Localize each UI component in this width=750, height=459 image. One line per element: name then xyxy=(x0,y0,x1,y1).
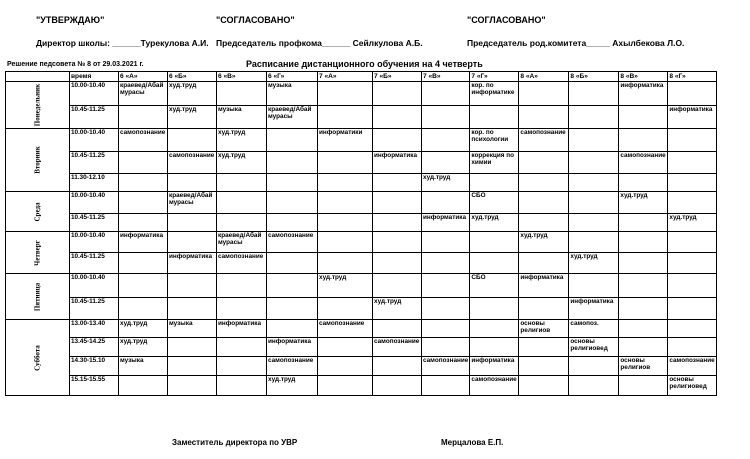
lesson-cell xyxy=(668,274,717,298)
lesson-cell: худ.труд xyxy=(668,214,717,232)
schedule-body xyxy=(6,82,717,396)
lesson-cell: коррекция по химии xyxy=(470,152,519,174)
time-cell: 13.00-13.40 xyxy=(70,320,119,338)
time-cell: 10.00-10.40 xyxy=(70,274,119,298)
lesson-cell: самопознание xyxy=(668,357,717,376)
lesson-cell: краевед/Абай мурасы xyxy=(217,232,267,253)
lesson-cell xyxy=(318,253,373,274)
day-cell xyxy=(6,274,70,320)
column-header: время xyxy=(70,72,119,82)
lesson-cell xyxy=(422,192,470,214)
lesson-cell xyxy=(373,214,422,232)
table-row xyxy=(6,376,717,396)
lesson-cell xyxy=(168,174,217,192)
lesson-cell xyxy=(619,253,668,274)
column-header: 6 «В» xyxy=(217,72,267,82)
day-cell xyxy=(6,192,70,232)
lesson-cell xyxy=(470,253,519,274)
lesson-cell xyxy=(168,376,217,396)
lesson-cell: информатика xyxy=(119,232,168,253)
director-line: Директор школы: ______Турекулова А.И. xyxy=(36,38,209,48)
lesson-cell xyxy=(267,298,318,320)
lesson-cell: худ.труд xyxy=(267,376,318,396)
lesson-cell xyxy=(267,320,318,338)
lesson-cell xyxy=(217,174,267,192)
lesson-cell: кор. по психологии xyxy=(470,129,519,152)
lesson-cell xyxy=(569,174,619,192)
lesson-cell: самопознание xyxy=(470,376,519,396)
time-cell: 10.45-11.25 xyxy=(70,298,119,320)
lesson-cell: самопознание xyxy=(519,129,569,152)
lesson-cell xyxy=(422,129,470,152)
agreed-title-1: "СОГЛАСОВАНО" xyxy=(216,15,295,25)
lesson-cell: информатика xyxy=(470,357,519,376)
lesson-cell xyxy=(519,106,569,129)
lesson-cell xyxy=(569,274,619,298)
lesson-cell xyxy=(668,152,717,174)
lesson-cell xyxy=(217,338,267,357)
lesson-cell: информатики xyxy=(318,129,373,152)
lesson-cell xyxy=(217,82,267,106)
lesson-cell xyxy=(318,376,373,396)
lesson-cell xyxy=(119,192,168,214)
lesson-cell: музыка xyxy=(168,320,217,338)
lesson-cell: худ.труд xyxy=(569,253,619,274)
lesson-cell xyxy=(267,152,318,174)
table-row xyxy=(6,106,717,129)
decision-line: Решение педсовета № 8 от 29.03.2021 г. xyxy=(7,61,144,68)
lesson-cell xyxy=(668,253,717,274)
table-row xyxy=(6,214,717,232)
time-cell: 10.00-10.40 xyxy=(70,192,119,214)
lesson-cell xyxy=(267,274,318,298)
lesson-cell: худ.труд xyxy=(470,214,519,232)
lesson-cell xyxy=(168,232,217,253)
lesson-cell xyxy=(318,232,373,253)
column-header: 8 «В» xyxy=(619,72,668,82)
lesson-cell xyxy=(373,274,422,298)
table-row xyxy=(6,129,717,152)
column-header: 6 «Г» xyxy=(267,72,318,82)
lesson-cell: худ.труд xyxy=(318,274,373,298)
time-cell: 15.15-15.55 xyxy=(70,376,119,396)
lesson-cell xyxy=(470,298,519,320)
lesson-cell: самопознание xyxy=(168,152,217,174)
lesson-cell xyxy=(519,152,569,174)
day-label: Суббота xyxy=(32,344,41,371)
corner-cell xyxy=(6,72,70,82)
lesson-cell xyxy=(668,298,717,320)
lesson-cell: самопознание xyxy=(267,232,318,253)
lesson-cell: основы религиов xyxy=(619,357,668,376)
lesson-cell: музыка xyxy=(217,106,267,129)
day-cell xyxy=(6,82,70,129)
time-cell: 10.00-10.40 xyxy=(70,232,119,253)
lesson-cell xyxy=(168,357,217,376)
lesson-cell: информатика xyxy=(619,82,668,106)
lesson-cell xyxy=(373,320,422,338)
lesson-cell xyxy=(119,214,168,232)
lesson-cell xyxy=(373,376,422,396)
schedule-title: Расписание дистанционного обучения на 4 четверть xyxy=(246,59,483,69)
lesson-cell xyxy=(668,174,717,192)
lesson-cell xyxy=(119,298,168,320)
lesson-cell xyxy=(119,174,168,192)
lesson-cell xyxy=(519,376,569,396)
lesson-cell xyxy=(569,106,619,129)
column-header: 7 «В» xyxy=(422,72,470,82)
lesson-cell xyxy=(217,298,267,320)
lesson-cell xyxy=(422,274,470,298)
time-cell: 10.45-11.25 xyxy=(70,152,119,174)
lesson-cell xyxy=(422,232,470,253)
time-cell: 10.00-10.40 xyxy=(70,129,119,152)
header-row xyxy=(6,72,717,82)
lesson-cell xyxy=(519,298,569,320)
lesson-cell xyxy=(519,82,569,106)
lesson-cell xyxy=(422,376,470,396)
lesson-cell xyxy=(373,357,422,376)
day-label: Понедельник xyxy=(32,83,41,127)
parent-committee-line: Председатель род.комитета_____ Ахылбекова Л.О. xyxy=(467,38,685,48)
lesson-cell: основы религиовед xyxy=(569,338,619,357)
column-header: 8 «Б» xyxy=(569,72,619,82)
lesson-cell xyxy=(668,232,717,253)
lesson-cell xyxy=(119,376,168,396)
lesson-cell: информатика xyxy=(168,253,217,274)
lesson-cell xyxy=(267,253,318,274)
lesson-cell xyxy=(119,106,168,129)
lesson-cell xyxy=(373,129,422,152)
lesson-cell xyxy=(619,129,668,152)
footer-name: Мерцалова Е.П. xyxy=(441,438,504,447)
day-cell xyxy=(6,320,70,396)
lesson-cell: худ.труд xyxy=(519,232,569,253)
table-row xyxy=(6,174,717,192)
lesson-cell: информатика xyxy=(668,106,717,129)
lesson-cell xyxy=(217,214,267,232)
lesson-cell xyxy=(168,338,217,357)
table-row xyxy=(6,320,717,338)
lesson-cell xyxy=(519,174,569,192)
lesson-cell xyxy=(168,274,217,298)
lesson-cell xyxy=(519,338,569,357)
column-header: 7 «Г» xyxy=(470,72,519,82)
lesson-cell xyxy=(373,174,422,192)
lesson-cell: информатика xyxy=(422,214,470,232)
lesson-cell xyxy=(619,274,668,298)
lesson-cell: худ.труд xyxy=(217,129,267,152)
lesson-cell: худ.труд xyxy=(119,320,168,338)
lesson-cell xyxy=(318,106,373,129)
lesson-cell xyxy=(519,253,569,274)
lesson-cell xyxy=(318,82,373,106)
lesson-cell xyxy=(119,274,168,298)
lesson-cell xyxy=(267,214,318,232)
lesson-cell xyxy=(373,82,422,106)
lesson-cell xyxy=(569,232,619,253)
lesson-cell xyxy=(569,82,619,106)
table-row xyxy=(6,298,717,320)
lesson-cell xyxy=(519,357,569,376)
lesson-cell: информатика xyxy=(267,338,318,357)
table-row xyxy=(6,253,717,274)
lesson-cell xyxy=(217,192,267,214)
table-row xyxy=(6,338,717,357)
lesson-cell xyxy=(267,174,318,192)
column-header: 6 «Б» xyxy=(168,72,217,82)
lesson-cell xyxy=(470,232,519,253)
lesson-cell xyxy=(318,298,373,320)
lesson-cell: худ.труд xyxy=(422,174,470,192)
lesson-cell xyxy=(422,253,470,274)
lesson-cell xyxy=(619,320,668,338)
lesson-cell: основы религиовед xyxy=(668,376,717,396)
lesson-cell: худ.труд xyxy=(168,82,217,106)
lesson-cell xyxy=(569,376,619,396)
lesson-cell xyxy=(422,82,470,106)
lesson-cell: музыка xyxy=(119,357,168,376)
lesson-cell xyxy=(217,274,267,298)
table-row xyxy=(6,82,717,106)
lesson-cell: самопознание xyxy=(267,357,318,376)
time-cell: 14.30-15.10 xyxy=(70,357,119,376)
lesson-cell xyxy=(619,214,668,232)
lesson-cell xyxy=(519,214,569,232)
lesson-cell xyxy=(569,192,619,214)
lesson-cell: информатика xyxy=(519,274,569,298)
lesson-cell xyxy=(619,298,668,320)
column-header: 7 «А» xyxy=(318,72,373,82)
time-cell: 11.30-12.10 xyxy=(70,174,119,192)
time-cell: 10.45-11.25 xyxy=(70,214,119,232)
lesson-cell xyxy=(619,376,668,396)
lesson-cell xyxy=(422,320,470,338)
lesson-cell xyxy=(217,357,267,376)
lesson-cell xyxy=(318,192,373,214)
time-cell: 10.00-10.40 xyxy=(70,82,119,106)
lesson-cell xyxy=(168,129,217,152)
lesson-cell xyxy=(318,174,373,192)
lesson-cell xyxy=(422,152,470,174)
lesson-cell: СБО xyxy=(470,274,519,298)
lesson-cell xyxy=(470,320,519,338)
lesson-cell: информатика xyxy=(569,298,619,320)
lesson-cell: худ.труд xyxy=(373,298,422,320)
day-cell xyxy=(6,129,70,192)
lesson-cell: СБО xyxy=(470,192,519,214)
lesson-cell xyxy=(373,253,422,274)
lesson-cell xyxy=(470,106,519,129)
lesson-cell: кор. по информатике xyxy=(470,82,519,106)
day-label: Пятница xyxy=(32,282,41,311)
lesson-cell: самопознание xyxy=(217,253,267,274)
lesson-cell xyxy=(668,129,717,152)
lesson-cell xyxy=(373,106,422,129)
table-row xyxy=(6,152,717,174)
lesson-cell xyxy=(217,376,267,396)
lesson-cell xyxy=(619,338,668,357)
lesson-cell xyxy=(168,298,217,320)
agreed-title-2: "СОГЛАСОВАНО" xyxy=(467,15,546,25)
lesson-cell: самопоз. xyxy=(569,320,619,338)
approve-title: "УТВЕРЖДАЮ" xyxy=(36,15,105,25)
lesson-cell: худ.труд xyxy=(217,152,267,174)
day-label: Вторник xyxy=(32,146,41,174)
lesson-cell xyxy=(619,232,668,253)
footer-position: Заместитель директора по УВР xyxy=(172,438,298,447)
table-row xyxy=(6,232,717,253)
lesson-cell: краевед/Абай мурасы xyxy=(168,192,217,214)
lesson-cell: самопознание xyxy=(318,320,373,338)
day-cell xyxy=(6,232,70,274)
lesson-cell xyxy=(422,338,470,357)
day-label: Среда xyxy=(32,201,41,222)
table-row xyxy=(6,192,717,214)
lesson-cell xyxy=(668,320,717,338)
lesson-cell xyxy=(668,82,717,106)
column-header: 7 «Б» xyxy=(373,72,422,82)
lesson-cell xyxy=(318,338,373,357)
lesson-cell: худ.труд xyxy=(168,106,217,129)
lesson-cell: информатика xyxy=(217,320,267,338)
lesson-cell xyxy=(519,192,569,214)
lesson-cell xyxy=(318,357,373,376)
lesson-cell xyxy=(119,152,168,174)
lesson-cell: самопознание xyxy=(373,338,422,357)
lesson-cell xyxy=(373,232,422,253)
day-label: Четверг xyxy=(32,239,41,266)
lesson-cell xyxy=(470,174,519,192)
trade-union-line: Председатель профкома______ Сейлкулова А.Б. xyxy=(216,38,423,48)
lesson-cell xyxy=(168,214,217,232)
lesson-cell: основы религиов xyxy=(519,320,569,338)
column-header: 8 «Г» xyxy=(668,72,717,82)
lesson-cell: худ.труд xyxy=(619,192,668,214)
lesson-cell xyxy=(470,338,519,357)
time-cell: 13.45-14.25 xyxy=(70,338,119,357)
lesson-cell: самопознание xyxy=(619,152,668,174)
lesson-cell xyxy=(569,357,619,376)
lesson-cell: информатика xyxy=(373,152,422,174)
lesson-cell xyxy=(422,298,470,320)
lesson-cell xyxy=(119,253,168,274)
time-cell: 10.45-11.25 xyxy=(70,253,119,274)
lesson-cell xyxy=(422,106,470,129)
lesson-cell xyxy=(267,129,318,152)
lesson-cell xyxy=(373,192,422,214)
table-row xyxy=(6,274,717,298)
lesson-cell: музыка xyxy=(267,82,318,106)
lesson-cell xyxy=(267,192,318,214)
schedule-table xyxy=(5,71,717,396)
lesson-cell xyxy=(569,129,619,152)
lesson-cell xyxy=(318,152,373,174)
lesson-cell: самопознание xyxy=(422,357,470,376)
lesson-cell: краевед/Абай мурасы xyxy=(119,82,168,106)
lesson-cell: самопознание xyxy=(119,129,168,152)
column-header: 8 «А» xyxy=(519,72,569,82)
lesson-cell xyxy=(569,152,619,174)
lesson-cell: краевед/Абай мурасы xyxy=(267,106,318,129)
lesson-cell: худ.труд xyxy=(119,338,168,357)
column-header: 6 «А» xyxy=(119,72,168,82)
lesson-cell xyxy=(619,174,668,192)
table-row xyxy=(6,357,717,376)
lesson-cell xyxy=(619,106,668,129)
lesson-cell xyxy=(668,338,717,357)
lesson-cell xyxy=(668,192,717,214)
time-cell: 10.45-11.25 xyxy=(70,106,119,129)
lesson-cell xyxy=(569,214,619,232)
lesson-cell xyxy=(318,214,373,232)
